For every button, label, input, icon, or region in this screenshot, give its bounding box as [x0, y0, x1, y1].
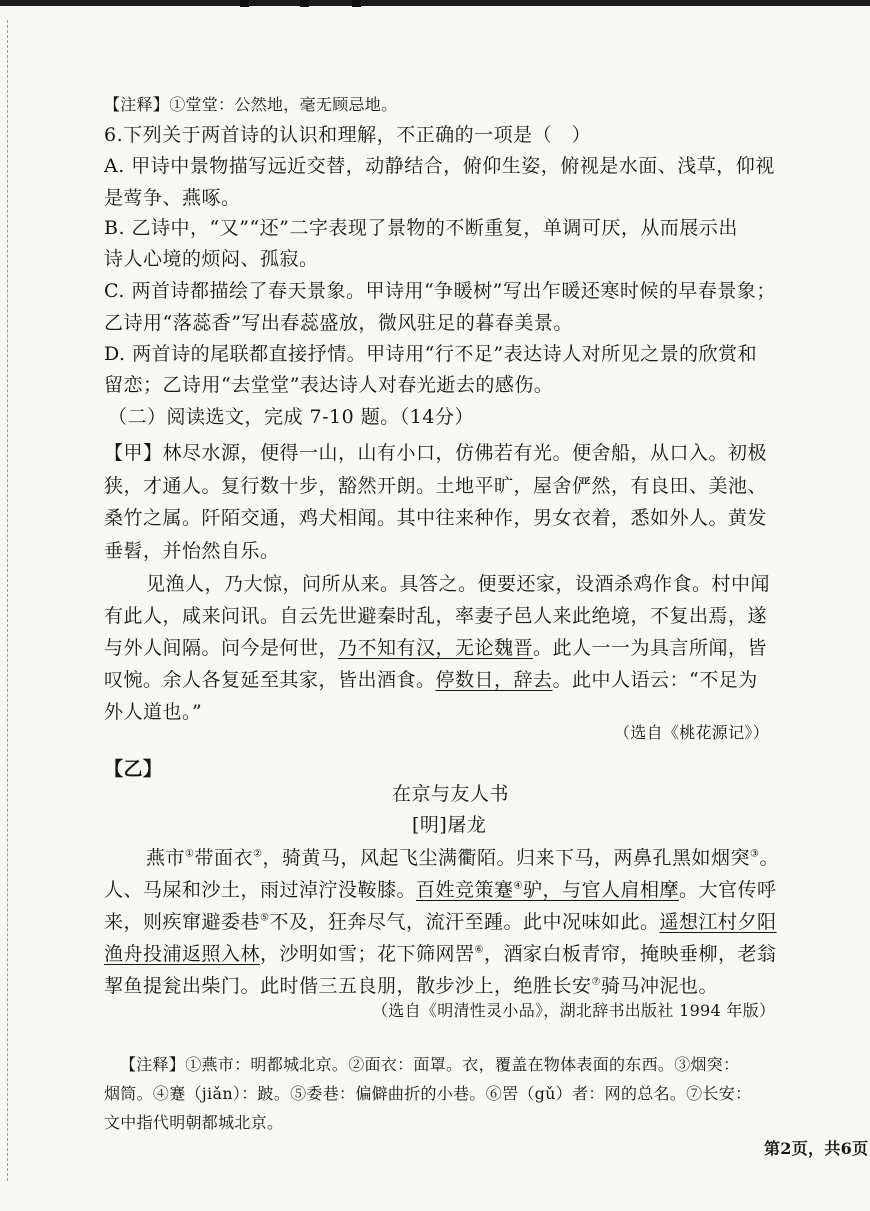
note-top: 【注释】①堂堂：公然地，毫无顾忌地。 — [104, 95, 398, 114]
passage-jia-line — [104, 633, 767, 660]
passage-jia-line — [104, 665, 758, 692]
passage-jia-line: 有此人，咸来问讯。自云先世避秦时乱，率妻子邑人来此绝境，不复出焉，遂 — [104, 605, 768, 627]
text-run: 驴，与官人肩相摩 — [523, 879, 680, 901]
underlined-sentence: 乃不知有汉，无论魏晋 — [338, 637, 534, 659]
text-run: 。此中人语云：“不足为 — [552, 669, 758, 691]
underlined-sentence: 停数日，辞去 — [435, 669, 553, 691]
scan-mark — [352, 0, 361, 7]
text-run: ，骑黄马，风起飞尘满衢陌。归来下马，两鼻孔黑如烟突 — [262, 847, 750, 869]
text-run: 叹惋。余人各复延至其家，皆出酒食。 — [104, 669, 436, 691]
text-run: 不及，狂奔尽气，流汗至踵。此中况味如此。 — [269, 911, 660, 933]
footnote-marker: ⑤ — [260, 912, 270, 924]
text-run: ，酒家白板青帘，掩映垂柳，老翁 — [484, 943, 777, 965]
underlined-sentence: 遥想江村夕阳 — [659, 911, 777, 933]
passage-yi-line — [146, 843, 779, 870]
passage-yi-line — [104, 907, 777, 934]
question-6-stem: 6.下列关于两首诗的认识和理解，不正确的一项是（ ） — [104, 124, 592, 146]
text-run: 带面衣 — [194, 847, 253, 869]
footnote-marker: ⑥ — [474, 944, 484, 956]
text-run: 。大官传呼 — [679, 879, 777, 901]
underlined-sentence — [416, 879, 679, 901]
option-a-line2: 是莺争、燕啄。 — [104, 187, 241, 209]
text-run: 人、马屎和沙土，雨过淖泞没鞍膝。 — [104, 879, 417, 901]
passage-jia-line: 垂髫，并怡然自乐。 — [104, 540, 280, 562]
passage-yi-title: 在京与友人书 — [392, 783, 510, 805]
text-run: 百姓竞策蹇 — [416, 879, 514, 901]
option-c-line2: 乙诗用“落蕊香”写出春蕊盛放，微风驻足的暮春美景。 — [104, 312, 573, 334]
annotation-line: 【注释】①燕市：明都城北京。②面衣：面罩。衣，覆盖在物体表面的东西。③烟突： — [120, 1055, 740, 1074]
scan-mark — [300, 0, 309, 7]
option-b-line2: 诗人心境的烦闷、孤寂。 — [104, 248, 319, 270]
text-run: 来，则疾窜避委巷 — [104, 911, 261, 933]
footnote-marker: ⑦ — [591, 976, 601, 988]
passage-yi-author: [明]屠龙 — [412, 814, 487, 836]
passage-yi-label: 【乙】 — [104, 758, 163, 780]
footnote-marker: ① — [185, 848, 195, 860]
text-run: 挈鱼提瓮出柴门。此时偕三五良朋，散步沙上，绝胜长安 — [104, 975, 592, 997]
passage-jia-line: 见渔人，乃大惊，问所从来。具答之。便要还家，设酒杀鸡作食。村中闻 — [146, 573, 771, 595]
passage-jia-line: 外人道也。” — [104, 701, 203, 723]
scan-mark — [240, 0, 249, 7]
page-number: 第2页，共6页 — [764, 1139, 869, 1158]
passage-jia-line: 狭，才通人。复行数十步，豁然开朗。土地平旷，屋舍俨然，有良田、美池、 — [104, 475, 768, 497]
footnote-marker: ② — [253, 848, 263, 860]
underlined-sentence: 渔舟投浦返照入林 — [104, 943, 261, 965]
text-run: 骑马冲泥也。 — [600, 975, 718, 997]
binding-margin-line — [7, 20, 8, 1181]
text-run: 。 — [759, 847, 779, 869]
passage-yi-line — [104, 971, 718, 998]
text-run: 燕市 — [146, 847, 186, 869]
option-d-line1: D. 两首诗的尾联都直接抒情。甲诗用“行不足”表达诗人对所见之景的欣赏和 — [104, 343, 758, 365]
passage-yi-source: （选自《明清性灵小品》，湖北辞书出版社 1994 年版） — [372, 1001, 776, 1020]
footnote-marker: ③ — [749, 848, 760, 860]
text-run: 与外人间隔。问今是何世， — [104, 637, 339, 659]
section-heading: （二）阅读选文，完成 7-10 题。（14分） — [108, 406, 474, 428]
option-d-line2: 留恋；乙诗用“去堂堂”表达诗人对春光逝去的感伤。 — [104, 374, 554, 396]
passage-yi-line — [104, 875, 777, 902]
footnote-marker: ④ — [513, 880, 523, 892]
passage-jia-line: 【甲】林尽水源，便得一山，山有小口，仿佛若有光。便舍船，从口入。初极 — [104, 442, 768, 464]
passage-jia-line: 桑竹之属。阡陌交通，鸡犬相闻。其中往来种作，男女衣着，悉如外人。黄发 — [104, 507, 768, 529]
text-run: 。此人一一为具言所闻，皆 — [533, 637, 768, 659]
text-run: ，沙明如雪；花下筛网罟 — [260, 943, 475, 965]
annotation-line: 文中指代明朝都城北京。 — [104, 1113, 284, 1132]
passage-jia-source: （选自《桃花源记》） — [614, 723, 770, 742]
option-c-line1: C. 两首诗都描绘了春天景象。甲诗用“争暖树”写出乍暖还寒时候的早春景象； — [104, 280, 776, 302]
option-b-line1: B. 乙诗中，“又”“还”二字表现了景物的不断重复，单调可厌，从而展示出 — [104, 217, 738, 239]
scan-top-edge — [0, 0, 870, 6]
option-a-line1: A. 甲诗中景物描写远近交替，动静结合，俯仰生姿，俯视是水面、浅草，仰视 — [104, 155, 775, 177]
passage-yi-line — [104, 939, 777, 966]
annotation-line: 烟筒。④蹇（jiǎn）：跛。⑤委巷：偏僻曲折的小巷。⑥罟（gǔ）者：网的总名。⑦长安： — [104, 1084, 752, 1103]
